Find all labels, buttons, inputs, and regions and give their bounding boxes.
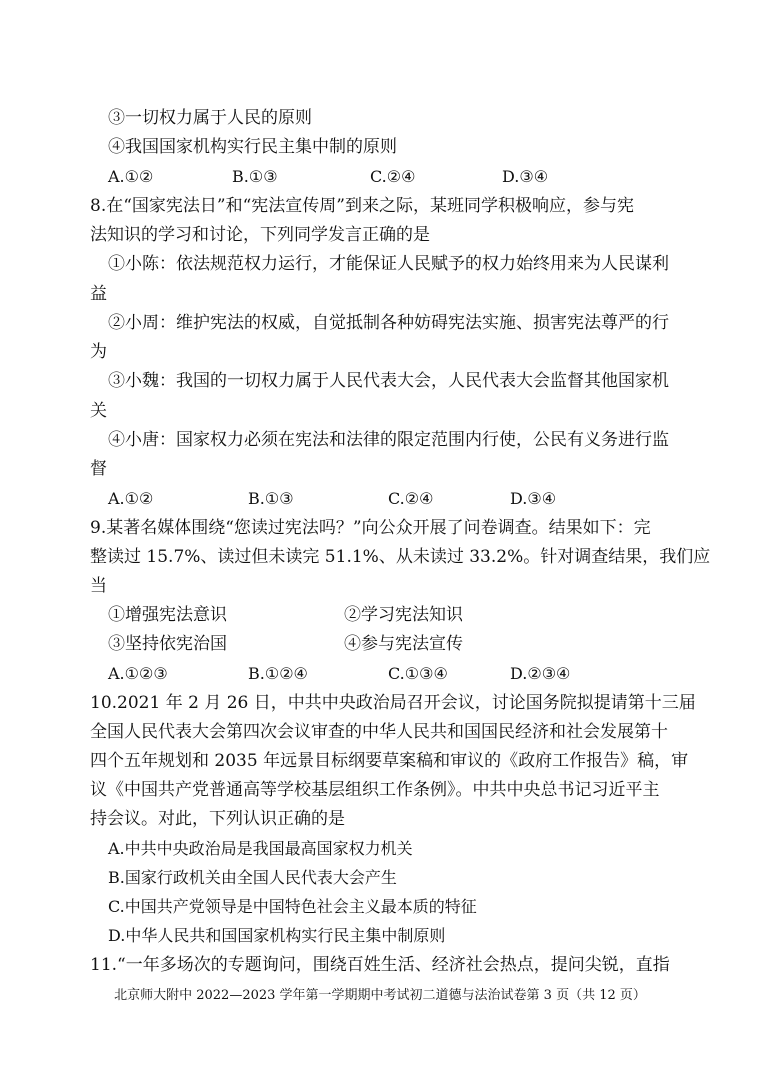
q9-item-4: ④参与宪法宣传 (344, 634, 463, 654)
q10-stem-line-5: 持会议。对此，下列认识正确的是 (90, 809, 345, 829)
q8-option-b: B.①③ (248, 489, 294, 508)
q9-items-row-2 (108, 630, 688, 658)
q8-option-a: A.①② (108, 489, 154, 508)
q11-stem-line-1: 11.“一年多场次的专题询问，围绕百姓生活、经济社会热点，提问尖锐，直指 (90, 955, 670, 975)
q8-item-1: ①小陈：依法规范权力运行，才能保证人民赋予的权力始终用来为人民谋利 (108, 254, 669, 274)
q8-stem-line-1: 8.在“国家宪法日”和“宪法宣传周”到来之际，某班同学积极响应，参与宪 (90, 196, 634, 216)
q10-option-b: B.国家行政机关由全国人民代表大会产生 (108, 868, 397, 887)
page-footer: 北京师大附中 2022—2023 学年第一学期期中考试初二道德与法治试卷第 3 页（共 12 页） (114, 988, 646, 1003)
q8-item-3-cont: 关 (90, 401, 107, 421)
q9-options (108, 660, 688, 688)
q10-option-c: C.中国共产党领导是中国特色社会主义最本质的特征 (108, 897, 477, 916)
q8-item-3: ③小魏：我国的一切权力属于人民代表大会，人民代表大会监督其他国家机 (108, 371, 669, 391)
q10-option-d: D.中华人民共和国国家机构实行民主集中制原则 (108, 926, 446, 945)
q7-option-d: D.③④ (502, 167, 549, 186)
q7-option-a: A.①② (108, 167, 154, 186)
q8-item-4: ④小唐：国家权力必须在宪法和法律的限定范围内行使，公民有义务进行监 (108, 430, 669, 450)
q10-stem-line-4: 议《中国共产党普通高等学校基层组织工作条例》。中共中央总书记习近平主 (90, 780, 660, 800)
q9-option-d: D.②③④ (510, 664, 571, 683)
q7-item-4: ④我国国家机构实行民主集中制的原则 (108, 137, 397, 157)
q10-option-a: A.中共中央政治局是我国最高国家权力机关 (108, 839, 413, 858)
q10-stem-line-2: 全国人民代表大会第四次会议审查的中华人民共和国国民经济和社会发展第十 (90, 722, 668, 742)
q9-option-b: B.①②④ (248, 664, 308, 683)
q10-stem-line-1: 10.2021 年 2 月 26 日，中共中央政治局召开会议，讨论国务院拟提请第十三届 (90, 693, 696, 713)
q9-item-3: ③坚持依宪治国 (108, 634, 227, 654)
q8-option-d: D.③④ (510, 489, 557, 508)
q8-item-1-cont: 益 (90, 284, 107, 304)
q8-stem-line-2: 法知识的学习和讨论，下列同学发言正确的是 (90, 225, 430, 245)
q9-stem-line-2: 整读过 15.7%、读过但未读完 51.1%、从未读过 33.2%。针对调查结果，我们应 (90, 547, 711, 567)
q7-options (108, 163, 688, 191)
q9-item-1: ①增强宪法意识 (108, 605, 227, 625)
q9-items-row-1 (108, 601, 688, 629)
q7-option-b: B.①③ (232, 167, 278, 186)
q9-item-2: ②学习宪法知识 (344, 605, 463, 625)
q9-stem-line-3: 当 (90, 576, 107, 596)
q8-option-c: C.②④ (388, 489, 434, 508)
q9-option-a: A.①②③ (108, 664, 168, 683)
q7-item-3: ③一切权力属于人民的原则 (108, 108, 312, 128)
q8-item-2-cont: 为 (90, 342, 107, 362)
q9-option-c: C.①③④ (388, 664, 448, 683)
q9-stem-line-1: 9.某著名媒体围绕“您读过宪法吗？”向公众开展了问卷调查。结果如下：完 (90, 518, 651, 538)
q8-item-2: ②小周：维护宪法的权威，自觉抵制各种妨碍宪法实施、损害宪法尊严的行 (108, 313, 669, 333)
q8-item-4-cont: 督 (90, 459, 107, 479)
q7-option-c: C.②④ (370, 167, 416, 186)
q10-stem-line-3: 四个五年规划和 2035 年远景目标纲要草案稿和审议的《政府工作报告》稿，审 (90, 751, 689, 771)
q8-options (108, 485, 688, 513)
